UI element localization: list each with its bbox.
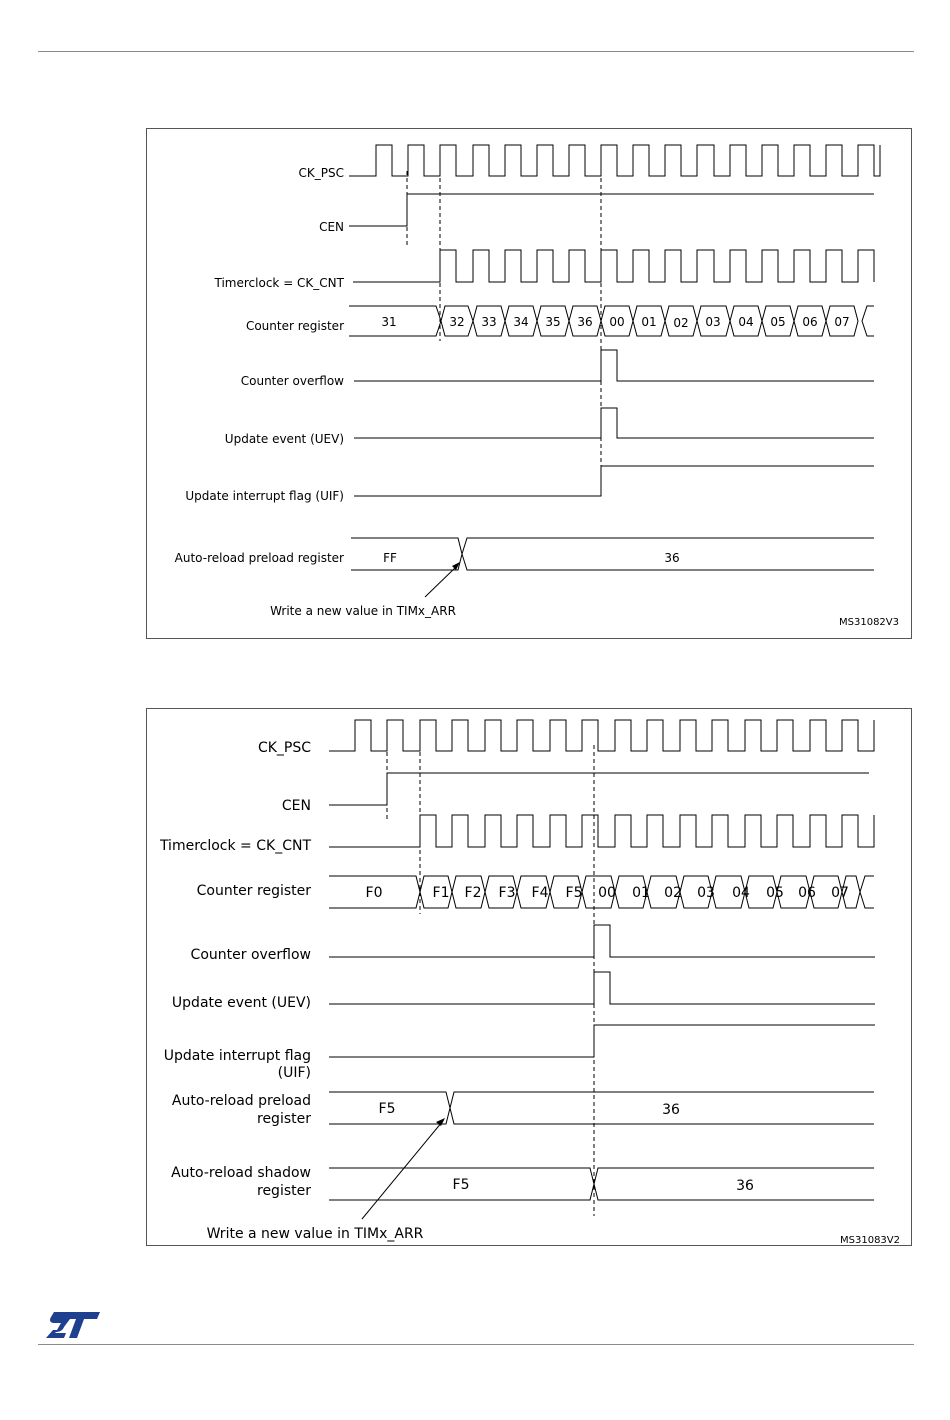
timing-diagram-1 [146,128,912,639]
counter-value: 04 [738,315,754,329]
counter-value: 01 [632,885,650,901]
annotation-arrow [425,566,457,597]
counter-value: F2 [464,885,482,901]
label-auto-reload-preload: Auto-reload preload register [174,551,344,565]
wave-ck-psc [329,720,874,751]
label-auto-reload-preload: Auto-reload preload [171,1093,311,1109]
label-update-event: Update event (UEV) [224,432,344,446]
bus-auto-reload-preload [351,538,874,570]
timing-diagram-2 [146,708,912,1246]
label-cen: CEN [319,220,344,234]
preload-value: 36 [664,551,680,565]
timing-diagram-1-svg [147,129,913,640]
annotation-text: Write a new value in TIMx_ARR [206,1226,424,1242]
wave-cen [349,194,874,226]
wave-counter-overflow [329,925,875,957]
counter-value: 32 [449,315,465,329]
wave-update-interrupt-flag [329,1025,875,1057]
label-auto-reload-preload-sub: register [257,1111,311,1127]
label-counter-register: Counter register [245,319,344,333]
label-cen: CEN [281,798,311,814]
counter-value: 34 [513,315,529,329]
counter-value: F5 [565,885,583,901]
label-ck-psc: CK_PSC [298,166,344,180]
counter-value: 00 [598,885,616,901]
label-timerclock: Timerclock = CK_CNT [214,276,344,290]
footer-rule [38,1344,914,1345]
counter-value: 02 [664,885,682,901]
annotation-arrowhead [436,1118,445,1126]
shadow-value: F5 [452,1177,470,1193]
counter-value: 31 [381,315,397,329]
label-ck-psc: CK_PSC [257,740,311,756]
label-update-interrupt-flag: Update interrupt flag (UIF) [185,489,344,503]
counter-value: 05 [766,885,784,901]
st-logo-icon [44,1310,102,1340]
counter-value: 07 [831,885,849,901]
timing-diagram-2-svg [147,709,913,1247]
counter-value: 36 [577,315,593,329]
label-update-interrupt-flag-sub: (UIF) [277,1065,311,1081]
counter-value: 05 [770,315,786,329]
counter-value: 07 [834,315,850,329]
counter-value: 02 [673,316,689,330]
label-auto-reload-shadow: Auto-reload shadow [171,1165,311,1181]
label-update-interrupt-flag: Update interrupt flag [163,1048,311,1064]
counter-value: 03 [697,885,715,901]
label-counter-register: Counter register [196,883,311,899]
wave-ck-psc [349,145,880,176]
counter-value: F0 [365,885,383,901]
counter-value: 35 [545,315,561,329]
preload-value: 36 [662,1102,680,1118]
annotation-text: Write a new value in TIMx_ARR [270,604,456,618]
counter-value: 06 [798,885,816,901]
label-auto-reload-shadow-sub: register [257,1183,311,1199]
wave-update-event [329,972,875,1004]
counter-value: F1 [432,885,450,901]
counter-value: 01 [641,315,657,329]
counter-value: 33 [481,315,497,329]
bus-auto-reload-preload [329,1092,874,1124]
wave-timerclock [329,815,874,847]
label-counter-overflow: Counter overflow [240,374,344,388]
shadow-value: 36 [736,1178,754,1194]
wave-timerclock [353,250,874,282]
counter-value: 00 [609,315,625,329]
wave-update-event [354,408,874,438]
bus-auto-reload-shadow [329,1168,874,1200]
counter-value: F3 [498,885,516,901]
annotation-arrow [362,1122,442,1219]
preload-value: FF [383,551,397,565]
label-update-event: Update event (UEV) [171,995,311,1011]
label-timerclock: Timerclock = CK_CNT [159,838,311,854]
counter-value: 06 [802,315,818,329]
counter-value: 03 [705,315,721,329]
counter-value: 04 [732,885,750,901]
counter-value: F4 [531,885,549,901]
figure-id: MS31082V3 [839,617,899,628]
figure-id: MS31083V2 [840,1235,900,1246]
preload-value: F5 [378,1101,396,1117]
wave-update-interrupt-flag [354,466,874,496]
label-counter-overflow: Counter overflow [190,947,311,963]
wave-counter-overflow [354,350,874,381]
wave-cen [329,773,869,805]
header-rule [38,51,914,52]
